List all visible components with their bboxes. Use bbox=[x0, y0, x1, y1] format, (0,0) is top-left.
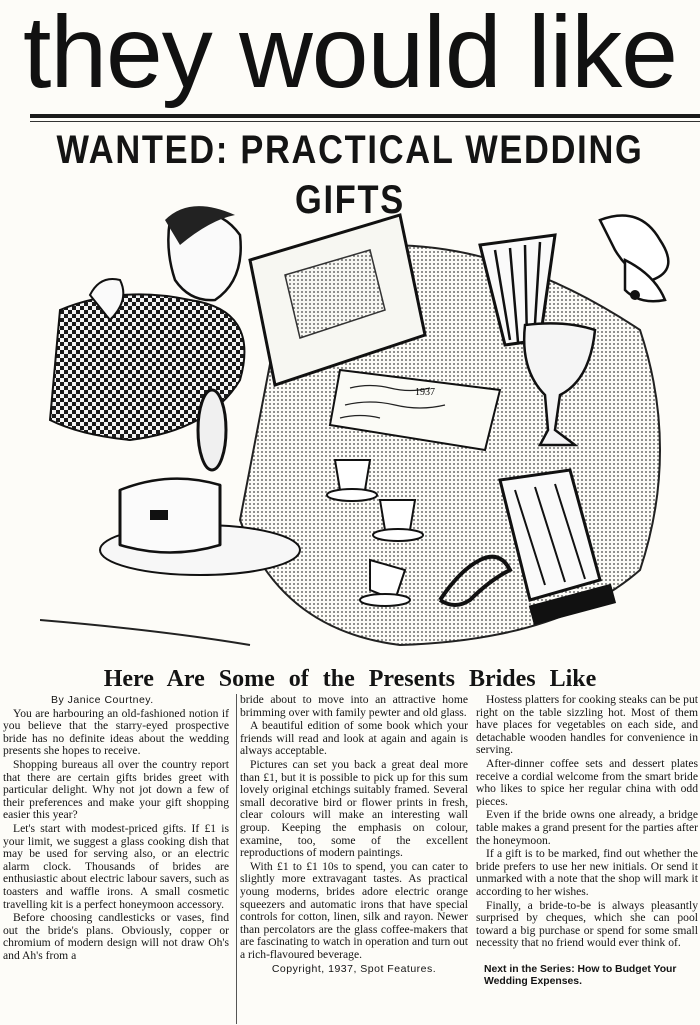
masthead-title: they would like bbox=[22, 0, 678, 109]
paragraph: Pictures can set you back a great deal more than £1, but it is possible to pick up for this sum lovely original etchings suitably framed. Several small decorative bird or flower prints in fresh, clear colours will make an interesting wall group. Keeping the emphasis on colour, examine, too, some of the excellent reproductions of modern paintings. bbox=[240, 757, 468, 860]
cosmetic-mirror-icon bbox=[198, 390, 226, 470]
article-subhead: Here Are Some of the Presents Brides Like bbox=[103, 666, 597, 692]
paragraph: If a gift is to be marked, find out whether the bride prefers to use her new initials. Or send it unmarked with a note that the shop will mark it according to her wishes. bbox=[476, 847, 698, 898]
tablecloth-edge bbox=[40, 620, 250, 645]
paragraph: A beautiful edition of some book which your friends will read and look at again and again is always acceptable. bbox=[240, 719, 468, 758]
paragraph: You are harbouring an old-fashioned notion if you believe that the starry-eyed prospective bride has no definite ideas about the wedding presents she hopes to receive. bbox=[3, 706, 229, 758]
paragraph: bride about to move into an attractive home brimming over with family pewter and old glass. bbox=[240, 694, 468, 719]
masthead-rule-thin bbox=[30, 121, 700, 122]
paragraph: With £1 to £1 10s to spend, you can cater to slightly more extravagant tastes. As practical young moderns, brides adore electric orange squeezers and automatic irons that have special controls for cotton, linen, silk and rayon. Newer than percolators are the glass coffee-makers that are fascinating to watch in operation and turn out a rich-flavoured beverage. bbox=[240, 859, 468, 961]
byline: By Janice Courtney. bbox=[51, 694, 154, 706]
paragraph: Shopping bureaus all over the country report that there are certain gifts brides greet with particular delight. Why not jot down a few of their preferences and make your gift shopping easier this year? bbox=[3, 757, 229, 822]
paragraph: Even if the bride owns one already, a bridge table makes a grand present for the parties after the honeymoon. bbox=[476, 808, 698, 847]
cheque-date-text: 1937 bbox=[415, 387, 435, 398]
copyright-line: Copyright, 1937, Spot Features. bbox=[271, 963, 437, 976]
wedding-gifts-illustration bbox=[40, 190, 695, 665]
paragraph: Finally, a bride-to-be is always pleasantly surprised by cheques, which she can pool toward a big purchase or spend for some small necessity that no friend would ever think of. bbox=[476, 898, 698, 950]
masthead-rule bbox=[30, 114, 700, 118]
wedding-bells-icon bbox=[600, 216, 668, 302]
next-in-series-note: Next in the Series: How to Budget Your Wedding Expenses. bbox=[484, 963, 677, 988]
paragraph: Let's start with modest-priced gifts. If £1 is your limit, we suggest a glass cooking dish that may be used for serving also, or an electric alarm clock. Thousands of brides are enthusiastic about electric labour savers, such as toasters and waffle irons. A small cosmetic travelling kit is a perfect honeymoon accessory. bbox=[3, 821, 229, 911]
article-column-1 bbox=[3, 694, 229, 1024]
article-headline: WANTED: PRACTICAL WEDDING GIFTS bbox=[56, 128, 644, 222]
article-column-3 bbox=[476, 694, 698, 1024]
article-column-2 bbox=[236, 694, 468, 1024]
paragraph: Hostess platters for cooking steaks can be put right on the table sizzling hot. Most of them have places for vegetables on each side, and detachable wooden handles for convenience in serving. bbox=[476, 694, 698, 757]
paragraph: After-dinner coffee sets and dessert plates receive a cordial welcome from the smart bride who likes to spice her regular china with odd pieces. bbox=[476, 756, 698, 808]
paragraph: Before choosing candlesticks or vases, find out the bride's plans. Obviously, copper or chromium of modern design will not draw Oh's and Ah's from a bbox=[3, 911, 229, 962]
